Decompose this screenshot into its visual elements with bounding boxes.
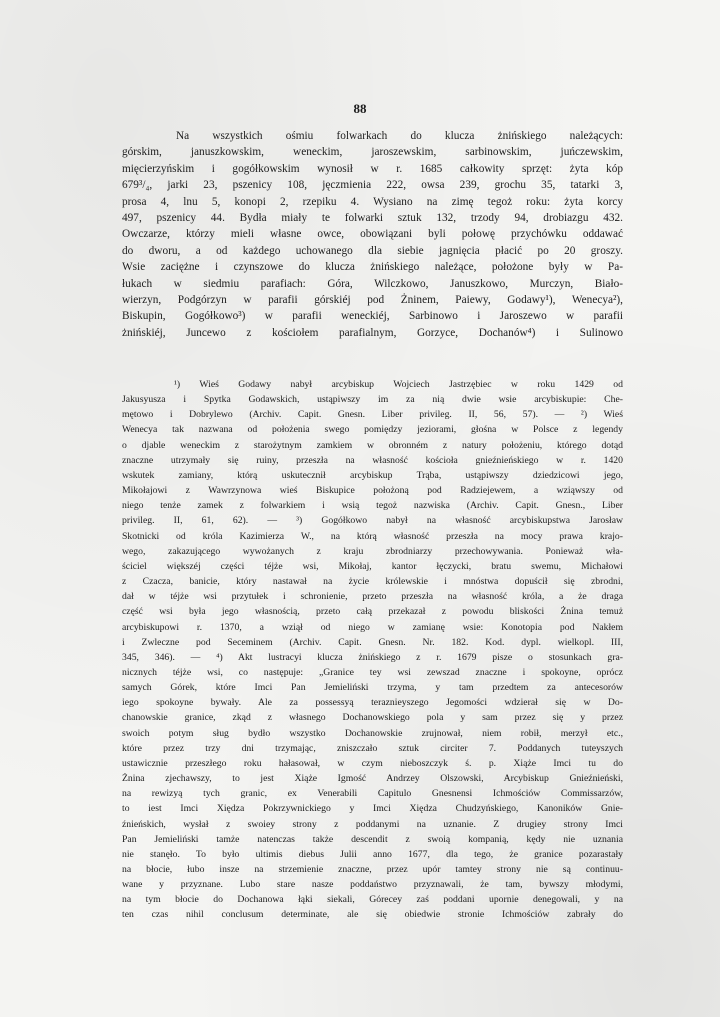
footnote-line: Żnina zjechawszy, to jest Xiąże Igmość Andrzey Olszowski, Arcybiskup Gnieźnieński, (122, 773, 623, 785)
body-line: 497, pszenicy 44. Bydła miały te folwarki sztuk 132, trzody 94, drobiazgu 432. (122, 212, 623, 225)
body-line: Wsie zaciężne i czynszowe do klucza żnińskiego należące, położone były w Pa- (122, 261, 623, 274)
footnote-line: privileg. II, 61, 62). — ³) Gogółkowo nabył na własność arcybiskupstwa Jarosław (122, 515, 623, 527)
body-line: wierzyn, Podgórzyn w parafii górskiéj pod Żninem, Paiewy, Godawy¹), Wenecya²), (122, 294, 623, 307)
footnote-line: część wsi była jego własnością, przeto całą przekazał z powodu bliskości Żnina temuż (122, 606, 623, 618)
footnote-line: nie stanęło. To było ultimis diebus Julii anno 1677, dla tego, że granice pozarastały (122, 848, 623, 860)
body-line: do dworu, a od każdego uchowanego dla siebie jagnięcia płacić po 20 groszy. (122, 244, 623, 257)
body-line: łukach w siedmiu parafiach: Góra, Wilczkowo, Januszkowo, Murczyn, Biało- (122, 277, 623, 290)
footnote-line: na tym błocie do Dochanowa łąki siekali, Górecey zaś poddani upornie denegowali, y na (122, 894, 623, 906)
footnote-line: źnieńskich, wysłał z swoiey strony z poddanymi na uznanie. Z drugiey strony Imci (122, 818, 623, 830)
footnote-line: mętowo i Dobrylewo (Archiv. Capit. Gnesn. Liber privileg. II, 56, 57). — ²) Wieś (122, 409, 623, 421)
footnote-line: z Czacza, banicie, który nastawał na życie królewskie i mnóstwa dopuścił się zbrodni, (122, 576, 623, 588)
footnote-line: wane y przyznane. Lubo stare nasze poddaństwo przyznawali, że tam, bywszy młodymi, (122, 879, 623, 891)
footnote-line: ściciel większéj części téjże wsi, Mikołaj, kantor łęczycki, bratu swemu, Michałowi (122, 560, 623, 572)
body-line: górskim, januszkowskim, weneckim, jaroszewskim, sarbinowskim, juńczewskim, (122, 146, 623, 159)
body-line: Biskupin, Gogółkowo³) w parafii weneckiéj, Sarbinowo i Jaroszewo w parafii (122, 310, 623, 323)
footnote-line: 345, 346). — ⁴) Akt lustracyi klucza żnińskiego z r. 1679 pisze o stosunkach gra- (122, 651, 623, 663)
body-line: Owczarze, którzy mieli własne owce, obowiązani byli połowę przychówku oddawać (122, 228, 623, 241)
main-body-text (122, 128, 623, 341)
footnote-line: ten czas nihil conclusum determinate, ale się obiedwie stronie Ichmościów zabrały do (122, 909, 623, 921)
footnote-line: chanowskie granice, zkąd z własnego Dochanowskiego pola y sam przez się y przez (122, 712, 623, 724)
body-line: prosa 4, lnu 5, konopi 2, rzepiku 4. Wysiano na zimę tegoż roku: żyta korcy (122, 195, 623, 208)
footnote-line: wego, zakazującego wywożanych z kraju zbrodniarzy przechowywania. Ponieważ wła- (122, 545, 623, 557)
footnote-line: niego tenże zamek z folwarkiem i wsią tegoż nazwiska (Archiv. Capit. Gnesn., Liber (122, 500, 623, 512)
footnote-line: i Zwleczne pod Seceminem (Archiv. Capit. Gnesn. Nr. 182. Kod. dypl. wielkopl. III, (122, 636, 623, 648)
body-line: 679³/₄, jarki 23, pszenicy 108, jęczmienia 222, owsa 239, grochu 35, tatarki 3, (122, 179, 623, 192)
footnote-line: wskutek zamiany, którą uskutecznił arcybiskup Trąba, ustąpiwszy dziedzicowi jego, (122, 469, 623, 481)
footnote-line: ustawicznie przeszłego roku hałasował, w czym nieboszczyk ś. p. Xiąże Imci tu do (122, 757, 623, 769)
footnote-line: dał w téjże wsi przytułek i schronienie, przeto przeszła na własność króla, a że draga (122, 591, 623, 603)
footnotes (122, 377, 623, 923)
footnote-line: ¹) Wieś Godawy nabył arcybiskup Wojciech Jastrzębiec w roku 1429 od (174, 379, 623, 390)
footnote-line: Pan Jemieliński tamże natenczas także descendit z swoią kompanią, kędy nie uznania (122, 833, 623, 845)
footnote-line: arcybiskupowi r. 1370, a wziął od niego w zamianę wsie: Konotopia pod Nakłem (122, 621, 623, 633)
body-line: Na wszystkich ośmiu folwarkach do klucza żnińskiego należących: (176, 130, 623, 142)
footnote-line: znaczne utrzymały się ruiny, przeszła na własność kościoła gnieźnieńskiego w r. 1420 (122, 454, 623, 466)
footnote-line: o djable weneckim z starożytnym zamkiem w obronném z natury położeniu, którego dotąd (122, 439, 623, 451)
footnote-line: nicznych téjże wsi, co następuje: „Granice tey wsi zewszad znaczne i spokoyne, oprócz (122, 666, 623, 678)
body-line: żnińskiéj, Juncewo z kościołem parafialnym, Gorzyce, Dochanów⁴) i Sulinowo (122, 326, 623, 339)
footnote-line: samych Górek, które Imci Pan Jemieliński trzyma, y tam przedtem za antecesorów (122, 682, 623, 694)
footnote-line: na rewizyą tych granic, ex Venerabili Capitulo Gnesnensi Ichmościów Commissarzów, (122, 788, 623, 800)
footnote-line: iego spokoyne bywały. Ale za possessyą teraznieyszego Jegomości wdzierał się w Do- (122, 697, 623, 709)
footnote-line: Wenecya tak nazwana od położenia swego pomiędzy jeziorami, głośna w Polsce z legendy (122, 424, 623, 436)
footnote-line: które przez trzy dni trzymając, zniszczało sztuk circiter 7. Poddanych tuteyszych (122, 742, 623, 754)
footnote-line: Jakusyusza i Spytka Godawskich, ustąpiwszy im za nią dwie wsie arcybiskupie: Che- (122, 394, 623, 406)
body-line: mięcierzyńskim i gogółkowskim wynosił w r. 1685 całkowity sprzęt: żyta kóp (122, 162, 623, 175)
footnote-line: swoich potym sług bydło wszystko Dochanowskie zrujnował, niem robił, merzył etc., (122, 727, 623, 739)
page-number: 88 (353, 101, 367, 116)
footnote-line: to iest Imci Xiędza Pokrzywnickiego y Imci Xiędza Chudzyńskiego, Kanoników Gnie- (122, 803, 623, 815)
footnote-line: Skotnicki od króla Kazimierza W., na którą własność przeszła na mocy prawa krajo- (122, 530, 623, 542)
footnote-line: na błocie, łubo insze na strzemienie znaczne, przez upór tamtey strony nie są continuu- (122, 864, 623, 875)
footnote-line: Mikołajowi z Wawrzynowa wieś Biskupice położoną pod Radziejewem, a wziąwszy od (122, 485, 623, 497)
